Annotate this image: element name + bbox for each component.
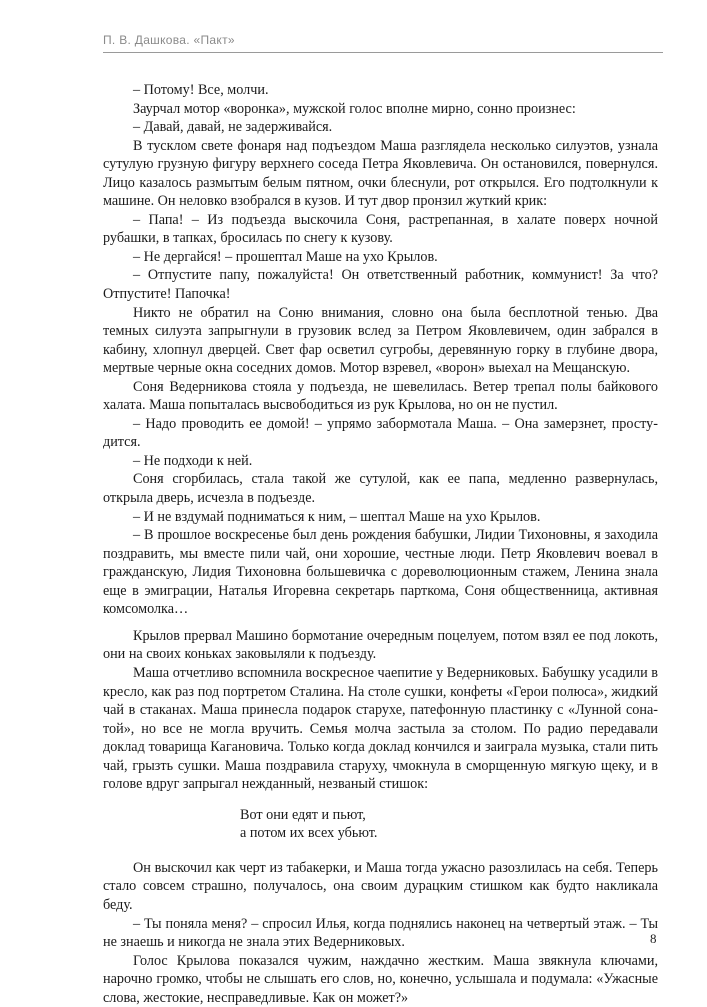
paragraph: – В прошлое воскресенье был день рождения бабушки, Лидии Тихоновны, я заходила поздравить, мы вместе пили чай, они хорошие, честные люди. Петр Яковлевич воевал в гражданскую, Лидия Тихоновна большевичка с дореволюционным стажем, Ленина знала еще в эмиграции, Наталья Игоревна секретарь парткома, Соня общественница, активная комсомолка…	[103, 527, 658, 618]
verse-line: Вот они едят и пьют,	[240, 806, 366, 823]
paragraph: – Папа! – Из подъезда выскочила Соня, растрепанная, в халате поверх ночной рубашки, в тапках, бросилась по снегу к кузову.	[103, 211, 658, 247]
paragraph: Соня сгорбилась, стала такой же сутулой, как ее папа, медленно развернулась, открыла дверь, исчезла в подъезде.	[103, 471, 658, 507]
running-head: П. В. Дашкова. «Пакт»	[103, 33, 235, 47]
paragraph: – Потому! Все, молчи.	[133, 82, 269, 98]
paragraph: Маша отчетливо вспомнила воскресное чаепитие у Ведерниковых. Бабушку усадили в кресло, как раз под портретом Сталина. На столе сушки, конфеты «Герои полюса», жидкий чай в стаканах. Маша принесла подарок старухе, патефонную пластинку с «Лунной сонатой», но все не могла вручить. Семья молча застыла за столом. По радио передавали доклад товарища Кагановича. Только когда доклад кончился и заиграла музыка, стали пить чай, грызть сушки. Маша поздравила старуху, чмокнула в сморщенную мягкую щеку, и в голове вдруг запрыгал нежданный, незваный стишок:	[103, 664, 658, 793]
paragraph: – Ты поняла меня? – спросил Илья, когда поднялись наконец на четвертый этаж. – Ты не знаешь и никогда не знала этих Ведерниковых.	[103, 915, 658, 951]
page-number: 8	[650, 931, 657, 946]
paragraph: – Давай, давай, не задерживайся.	[133, 119, 333, 136]
paragraph: – Не подходи к ней.	[133, 452, 253, 469]
paragraph: – Отпустите папу, пожалуйста! Он ответственный работник, коммунист! За что? Отпустите! Папочка!	[103, 267, 658, 303]
paragraph: Голос Крылова показался чужим, наждачно жестким. Маша звякнула ключами, нарочно громко, чтобы не слышать его слов, но, конечно, услышала и подумала: «Ужасные слова, жестокие, несправедливые. Как он может?»	[103, 952, 658, 1006]
paragraph: Он выскочил как черт из табакерки, и Маша тогда ужасно разозлилась на себя. Теперь стало совсем страшно, получалось, она своим дурацким стишком как будто накликала беду.	[103, 859, 658, 913]
paragraph: В тусклом свете фонаря над подъездом Маша разглядела несколько силуэтов, узнала сутулую грузную фигуру верхнего соседа Петра Яковлевича. Он остановился, повернулся. Лицо казалось размытым белым пятном, очки блеснули, рот открылся. Его подтолкнули к машине. Он неловко взобрался в кузов. И тут двор пронзил жуткий крик:	[103, 137, 658, 210]
verse-line: а потом их всех убьют.	[240, 825, 378, 842]
paragraph: Соня Ведерникова стояла у подъезда, не шевелилась. Ветер трепал полы байкового халата. Маша попыталась высвободиться из рук Крылова, но он не пустил.	[103, 378, 658, 414]
paragraph: Крылов прервал Машино бормотание очередным поцелуем, потом взял ее под локоть, они на своих коньках заковыляли к подъезду.	[103, 627, 658, 663]
paragraph: – Надо проводить ее домой! – упрямо забормотала Маша. – Она замерзнет, простудится.	[103, 415, 658, 451]
header-rule	[103, 52, 663, 53]
verse	[240, 806, 658, 843]
paragraph: Никто не обратил на Соню внимания, словно она была бесплотной тенью. Два темных силуэта запрыгнули в грузовик вслед за Петром Яковлевичем, один забрался в кабину, хлопнул дверцей. Свет фар осветил сугробы, деревянную горку в глубине двора, мертвые черные окна соседних домов. Мотор взревел, «ворон» выехал на Мещанскую.	[103, 304, 658, 377]
paragraph: – И не вздумай подниматься к ним, – шептал Маше на ухо Крылов.	[133, 508, 541, 525]
body-text	[103, 81, 658, 1007]
paragraph: Заурчал мотор «воронка», мужской голос вполне мирно, сонно произнес:	[133, 100, 576, 117]
paragraph: – Не дергайся! – прошептал Маше на ухо Крылов.	[133, 248, 438, 265]
